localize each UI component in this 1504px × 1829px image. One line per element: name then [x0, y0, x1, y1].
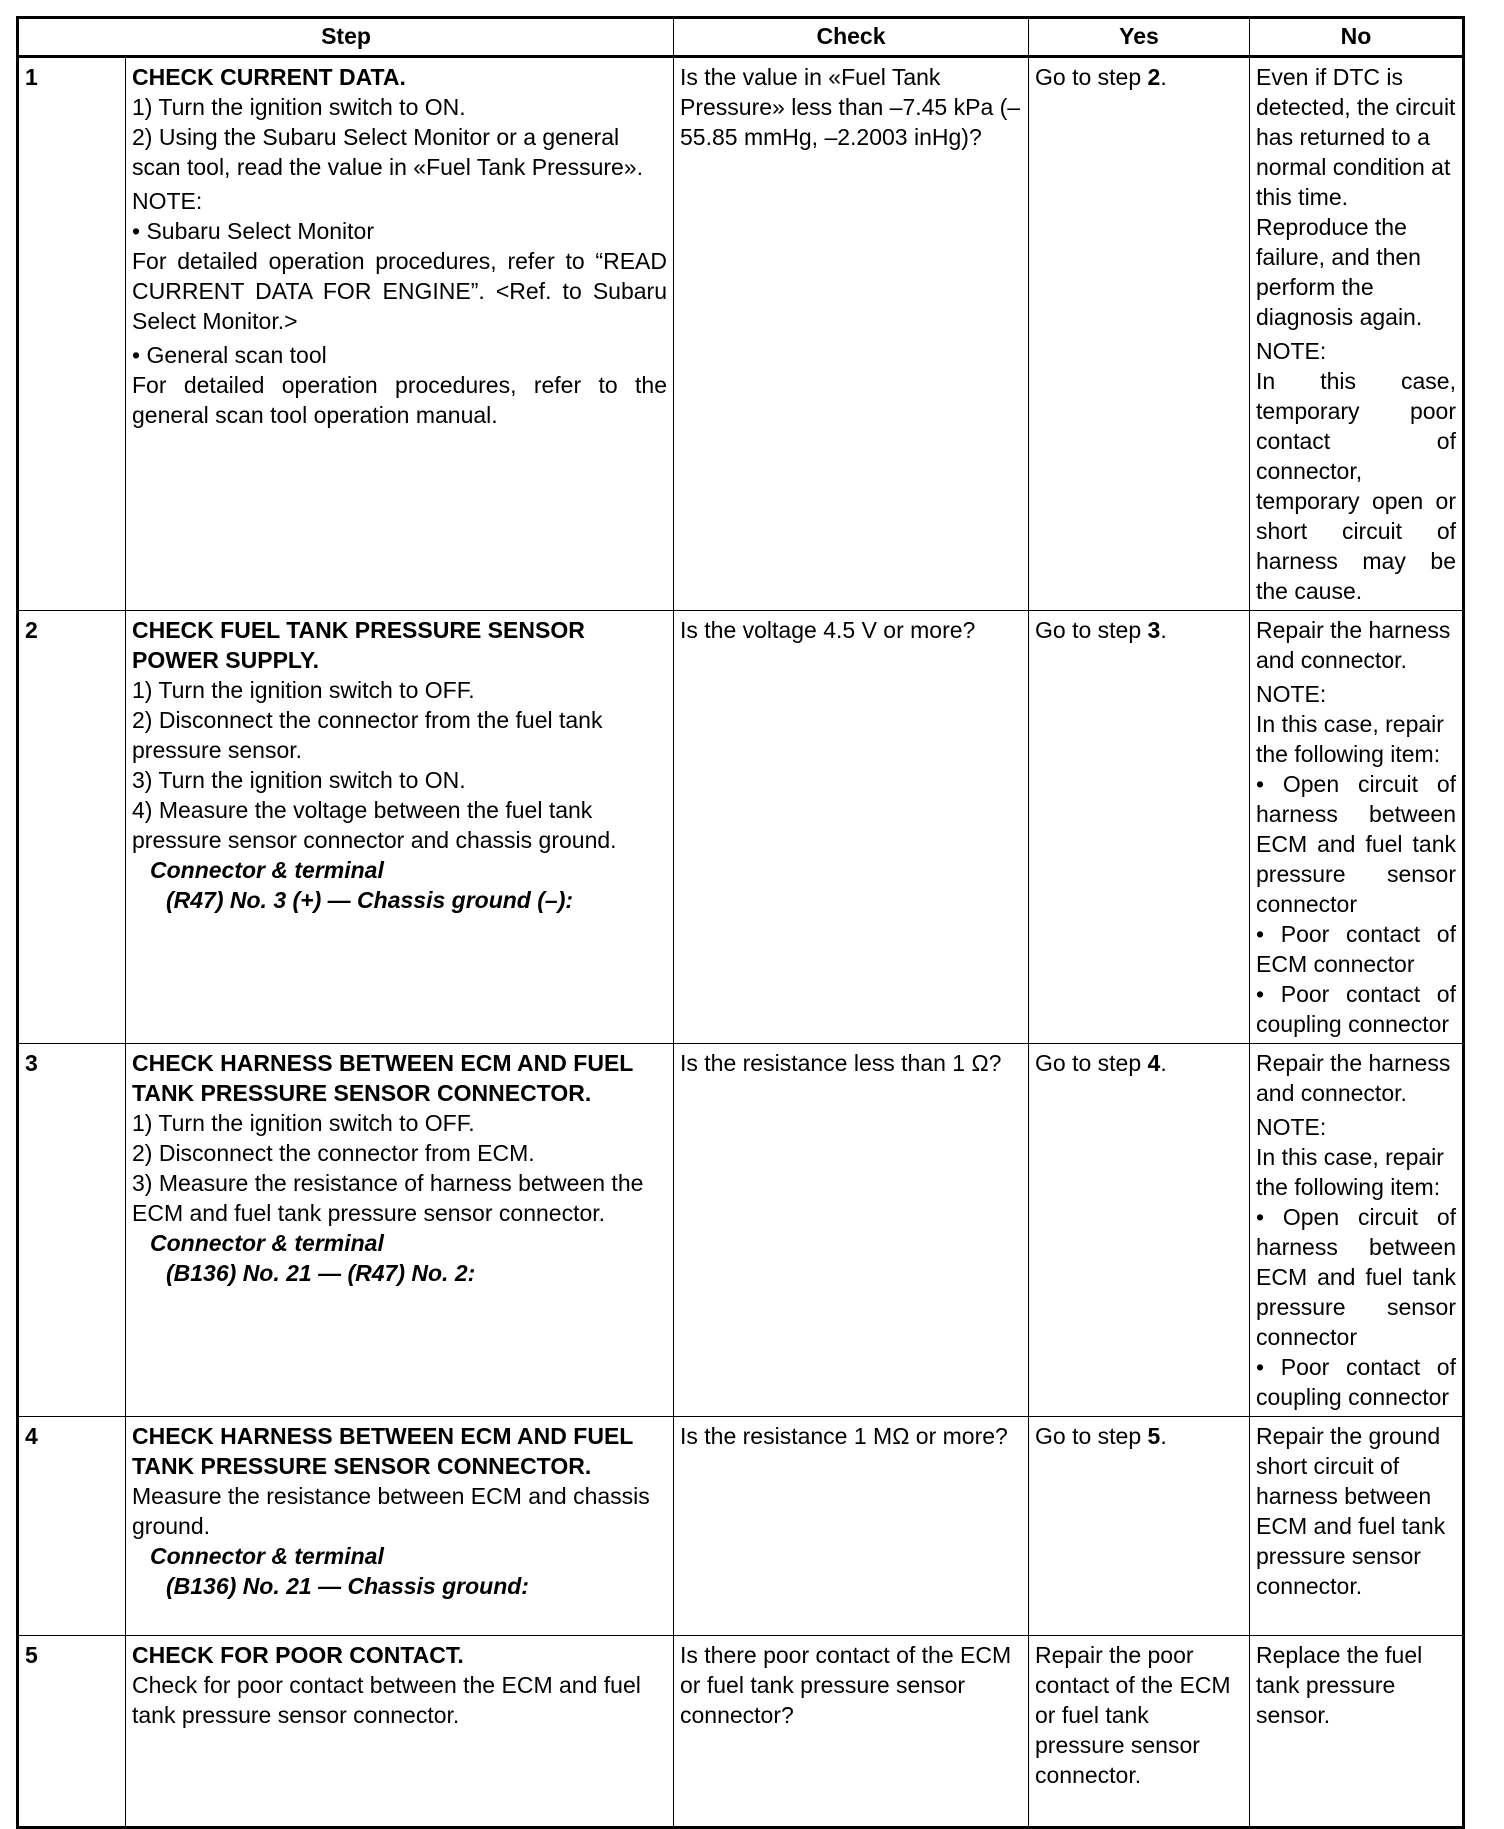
step-title: CHECK FOR POOR CONTACT. — [132, 1642, 464, 1668]
step-description — [126, 57, 674, 611]
header-yes: Yes — [1029, 18, 1250, 57]
repair-item: • Open circuit of harness between ECM and fuel tank pressure sensor connector — [1256, 1204, 1456, 1350]
step-title: CHECK FUEL TANK PRESSURE SENSOR POWER SUPPLY. — [132, 617, 585, 673]
step-link: 4 — [1147, 1050, 1161, 1076]
table-row — [18, 1417, 1464, 1636]
no-action — [1250, 57, 1464, 611]
table-row — [18, 1044, 1464, 1417]
note-text: For detailed operation procedures, refer to the general scan tool operation manual. — [132, 372, 667, 428]
connector-terminal-label: Connector & terminal — [150, 1543, 384, 1569]
step-description — [126, 611, 674, 1044]
step-link: 2 — [1147, 64, 1161, 90]
step-instruction: 1) Turn the ignition switch to OFF. — [132, 677, 475, 703]
yes-action — [1029, 1417, 1250, 1636]
step-instruction: 3) Measure the resistance of harness between the ECM and fuel tank pressure sensor connector. — [132, 1170, 644, 1226]
no-action — [1250, 611, 1464, 1044]
repair-item: • Open circuit of harness between ECM and fuel tank pressure sensor connector — [1256, 771, 1456, 917]
yes-text: Go to step — [1035, 64, 1148, 90]
no-text: Even if DTC is detected, the circuit has returned to a normal condition at this time. Reproduce the failure, and then perform the diagnosis again. — [1256, 64, 1456, 330]
yes-suffix: . — [1160, 1050, 1167, 1076]
step-description — [126, 1417, 674, 1636]
step-title: CHECK HARNESS BETWEEN ECM AND FUEL TANK PRESSURE SENSOR CONNECTOR. — [132, 1423, 633, 1479]
step-link: 5 — [1147, 1423, 1161, 1449]
note-text: In this case, repair the following item: — [1256, 1144, 1444, 1200]
check-question: Is the voltage 4.5 V or more? — [674, 611, 1029, 1044]
repair-item: • Poor contact of ECM connector — [1256, 921, 1456, 977]
step-number: 2 — [18, 611, 126, 1044]
yes-text: Go to step — [1035, 1423, 1148, 1449]
diagnostic-procedure-page — [16, 16, 1462, 1829]
repair-item: • Poor contact of coupling connector — [1256, 1354, 1456, 1410]
table-row — [18, 57, 1464, 611]
step-instruction: Measure the resistance between ECM and chassis ground. — [132, 1483, 650, 1539]
step-number: 1 — [18, 57, 126, 611]
step-description — [126, 1044, 674, 1417]
check-question: Is the value in «Fuel Tank Pressure» less than –7.45 kPa (–55.85 mmHg, –2.2003 inHg)? — [674, 57, 1029, 611]
step-title: CHECK HARNESS BETWEEN ECM AND FUEL TANK PRESSURE SENSOR CONNECTOR. — [132, 1050, 633, 1106]
no-action — [1250, 1636, 1464, 1828]
repair-item: • Poor contact of coupling connector — [1256, 981, 1456, 1037]
note-bullet: • General scan tool — [132, 342, 327, 368]
note-text: For detailed operation procedures, refer to “READ CURRENT DATA FOR ENGINE”. <Ref. to Subaru Select Monitor.> — [132, 248, 667, 334]
yes-action: Repair the poor contact of the ECM or fuel tank pressure sensor connector. — [1029, 1636, 1250, 1828]
step-description — [126, 1636, 674, 1828]
no-text: Replace the fuel tank pressure sensor. — [1256, 1642, 1423, 1728]
step-title: CHECK CURRENT DATA. — [132, 64, 406, 90]
step-instruction: 2) Disconnect the connector from the fuel tank pressure sensor. — [132, 707, 603, 763]
step-instruction: 2) Using the Subaru Select Monitor or a general scan tool, read the value in «Fuel Tank Pressure». — [132, 124, 643, 180]
note-label: NOTE: — [1256, 681, 1327, 707]
step-instruction: 4) Measure the voltage between the fuel tank pressure sensor connector and chassis ground. — [132, 797, 617, 853]
yes-text: Go to step — [1035, 1050, 1148, 1076]
header-check: Check — [674, 18, 1029, 57]
no-text: Repair the ground short circuit of harness between ECM and fuel tank pressure sensor connector. — [1256, 1423, 1446, 1599]
header-no: No — [1250, 18, 1464, 57]
yes-suffix: . — [1160, 617, 1167, 643]
check-question: Is there poor contact of the ECM or fuel tank pressure sensor connector? — [674, 1636, 1029, 1828]
no-text: Repair the harness and connector. — [1256, 617, 1451, 673]
check-question: Is the resistance less than 1 Ω? — [674, 1044, 1029, 1417]
step-number: 5 — [18, 1636, 126, 1828]
no-action — [1250, 1044, 1464, 1417]
no-text: Repair the harness and connector. — [1256, 1050, 1451, 1106]
step-instruction: 3) Turn the ignition switch to ON. — [132, 767, 466, 793]
step-link: 3 — [1147, 617, 1161, 643]
diagnostic-table — [16, 16, 1465, 1829]
note-label: NOTE: — [1256, 338, 1327, 364]
step-number: 3 — [18, 1044, 126, 1417]
check-question: Is the resistance 1 MΩ or more? — [674, 1417, 1029, 1636]
step-instruction: Check for poor contact between the ECM and fuel tank pressure sensor connector. — [132, 1672, 641, 1728]
step-instruction: 2) Disconnect the connector from ECM. — [132, 1140, 535, 1166]
yes-text: Go to step — [1035, 617, 1148, 643]
note-label: NOTE: — [1256, 1114, 1327, 1140]
connector-terminal-value: (B136) No. 21 — (R47) No. 2: — [166, 1260, 476, 1286]
yes-suffix: . — [1160, 64, 1167, 90]
header-step: Step — [18, 18, 674, 57]
connector-terminal-label: Connector & terminal — [150, 857, 384, 883]
table-row — [18, 1636, 1464, 1828]
note-text: In this case, temporary poor contact of connector, temporary open or short circuit of harness may be the cause. — [1256, 368, 1456, 604]
yes-action — [1029, 1044, 1250, 1417]
no-action — [1250, 1417, 1464, 1636]
connector-terminal-value: (R47) No. 3 (+) — Chassis ground (–): — [166, 887, 574, 913]
note-text: In this case, repair the following item: — [1256, 711, 1444, 767]
step-number: 4 — [18, 1417, 126, 1636]
yes-suffix: . — [1160, 1423, 1167, 1449]
step-instruction: 1) Turn the ignition switch to OFF. — [132, 1110, 475, 1136]
note-bullet: • Subaru Select Monitor — [132, 218, 375, 244]
yes-action — [1029, 57, 1250, 611]
yes-action — [1029, 611, 1250, 1044]
connector-terminal-value: (B136) No. 21 — Chassis ground: — [166, 1573, 529, 1599]
table-header-row — [18, 18, 1464, 57]
note-label: NOTE: — [132, 188, 203, 214]
step-instruction: 1) Turn the ignition switch to ON. — [132, 94, 466, 120]
connector-terminal-label: Connector & terminal — [150, 1230, 384, 1256]
table-row — [18, 611, 1464, 1044]
